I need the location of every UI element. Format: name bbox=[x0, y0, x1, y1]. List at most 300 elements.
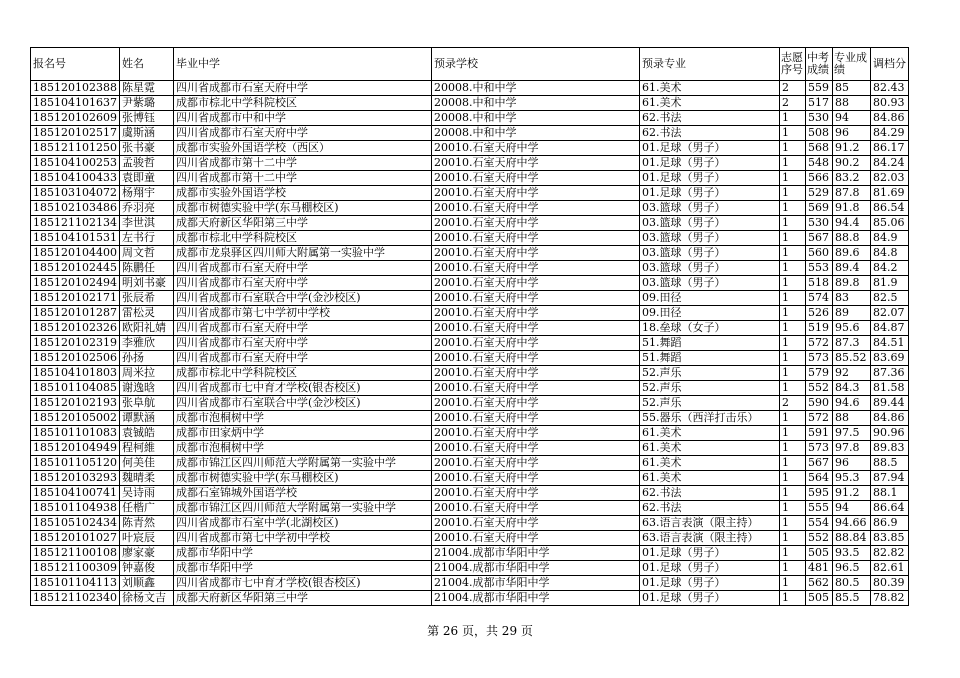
cell-name: 程柯維 bbox=[119, 441, 173, 456]
cell-final-score: 88.5 bbox=[870, 456, 908, 471]
cell-admitted-school: 20010.石室天府中学 bbox=[431, 351, 639, 366]
cell-admitted-major: 61.美术 bbox=[639, 456, 779, 471]
cell-admitted-school: 20010.石室天府中学 bbox=[431, 441, 639, 456]
table-row bbox=[31, 486, 909, 501]
cell-graduated-school: 四川省成都市第七中学初中学校 bbox=[173, 306, 431, 321]
header-name: 姓名 bbox=[119, 48, 173, 81]
table-row bbox=[31, 246, 909, 261]
cell-admitted-school: 21004.成都市华阳中学 bbox=[431, 561, 639, 576]
cell-admitted-school: 21004.成都市华阳中学 bbox=[431, 591, 639, 606]
cell-choice-order: 1 bbox=[779, 336, 805, 351]
cell-name: 雷松灵 bbox=[119, 306, 173, 321]
table-row bbox=[31, 366, 909, 381]
cell-graduated-school: 成都市华阳中学 bbox=[173, 561, 431, 576]
cell-registration-no: 185120102445 bbox=[31, 261, 120, 276]
admission-table bbox=[30, 47, 909, 606]
cell-admitted-major: 51.舞蹈 bbox=[639, 351, 779, 366]
cell-major-score: 96 bbox=[832, 126, 870, 141]
cell-major-score: 97.5 bbox=[832, 426, 870, 441]
table-row bbox=[31, 231, 909, 246]
cell-major-score: 88 bbox=[832, 96, 870, 111]
cell-registration-no: 185104100741 bbox=[31, 486, 120, 501]
cell-registration-no: 185120102319 bbox=[31, 336, 120, 351]
cell-name: 刘顺鑫 bbox=[119, 576, 173, 591]
cell-admitted-major: 03.篮球（男子） bbox=[639, 246, 779, 261]
cell-registration-no: 185102103486 bbox=[31, 201, 120, 216]
cell-exam-score: 552 bbox=[805, 381, 832, 396]
cell-major-score: 91.2 bbox=[832, 141, 870, 156]
cell-admitted-school: 20010.石室天府中学 bbox=[431, 486, 639, 501]
cell-exam-score: 566 bbox=[805, 171, 832, 186]
cell-admitted-major: 03.篮球（男子） bbox=[639, 276, 779, 291]
cell-graduated-school: 成都市泡桐树中学 bbox=[173, 441, 431, 456]
cell-choice-order: 1 bbox=[779, 141, 805, 156]
cell-final-score: 85.06 bbox=[870, 216, 908, 231]
cell-registration-no: 185120102326 bbox=[31, 321, 120, 336]
cell-graduated-school: 成都市实验外国语学校 bbox=[173, 186, 431, 201]
cell-major-score: 90.2 bbox=[832, 156, 870, 171]
cell-major-score: 89 bbox=[832, 306, 870, 321]
cell-exam-score: 548 bbox=[805, 156, 832, 171]
table-row bbox=[31, 96, 909, 111]
cell-major-score: 89.4 bbox=[832, 261, 870, 276]
cell-major-score: 85 bbox=[832, 81, 870, 96]
table-body bbox=[31, 81, 909, 606]
cell-registration-no: 185104100433 bbox=[31, 171, 120, 186]
cell-exam-score: 554 bbox=[805, 516, 832, 531]
cell-exam-score: 568 bbox=[805, 141, 832, 156]
cell-admitted-major: 61.美术 bbox=[639, 426, 779, 441]
cell-admitted-school: 20010.石室天府中学 bbox=[431, 366, 639, 381]
table-row bbox=[31, 201, 909, 216]
cell-exam-score: 555 bbox=[805, 501, 832, 516]
cell-registration-no: 185121101250 bbox=[31, 141, 120, 156]
cell-choice-order: 1 bbox=[779, 111, 805, 126]
cell-exam-score: 595 bbox=[805, 486, 832, 501]
cell-graduated-school: 四川省成都市第十二中学 bbox=[173, 171, 431, 186]
cell-choice-order: 1 bbox=[779, 426, 805, 441]
cell-admitted-major: 18.垒球（女子） bbox=[639, 321, 779, 336]
cell-final-score: 84.87 bbox=[870, 321, 908, 336]
cell-registration-no: 185101104113 bbox=[31, 576, 120, 591]
table-row bbox=[31, 336, 909, 351]
cell-admitted-school: 20010.石室天府中学 bbox=[431, 201, 639, 216]
cell-admitted-major: 62.书法 bbox=[639, 111, 779, 126]
cell-name: 张博钰 bbox=[119, 111, 173, 126]
cell-admitted-school: 21004.成都市华阳中学 bbox=[431, 576, 639, 591]
cell-exam-score: 560 bbox=[805, 246, 832, 261]
cell-exam-score: 573 bbox=[805, 441, 832, 456]
cell-major-score: 85.5 bbox=[832, 591, 870, 606]
cell-name: 陈星霓 bbox=[119, 81, 173, 96]
cell-exam-score: 573 bbox=[805, 351, 832, 366]
table-row bbox=[31, 261, 909, 276]
cell-exam-score: 552 bbox=[805, 531, 832, 546]
cell-admitted-major: 63.语言表演（限主持） bbox=[639, 531, 779, 546]
header-admitted-major: 预录专业 bbox=[639, 48, 779, 81]
cell-name: 张阜航 bbox=[119, 396, 173, 411]
cell-admitted-major: 03.篮球（男子） bbox=[639, 231, 779, 246]
cell-major-score: 92 bbox=[832, 366, 870, 381]
cell-registration-no: 185103104072 bbox=[31, 186, 120, 201]
cell-graduated-school: 四川省成都市石室天府中学 bbox=[173, 126, 431, 141]
cell-admitted-school: 20010.石室天府中学 bbox=[431, 381, 639, 396]
cell-admitted-school: 20008.中和中学 bbox=[431, 81, 639, 96]
cell-major-score: 88 bbox=[832, 411, 870, 426]
cell-graduated-school: 四川省成都市石室联合中学(金沙校区) bbox=[173, 291, 431, 306]
cell-graduated-school: 四川省成都市石室天府中学 bbox=[173, 276, 431, 291]
cell-admitted-major: 01.足球（男子） bbox=[639, 546, 779, 561]
cell-final-score: 83.85 bbox=[870, 531, 908, 546]
cell-final-score: 82.07 bbox=[870, 306, 908, 321]
cell-registration-no: 185104101637 bbox=[31, 96, 120, 111]
table-row bbox=[31, 126, 909, 141]
cell-admitted-major: 55.器乐（西洋打击乐） bbox=[639, 411, 779, 426]
cell-final-score: 86.54 bbox=[870, 201, 908, 216]
cell-registration-no: 185120101287 bbox=[31, 306, 120, 321]
cell-admitted-school: 20010.石室天府中学 bbox=[431, 471, 639, 486]
cell-name: 明刘书豪 bbox=[119, 276, 173, 291]
cell-admitted-major: 52.声乐 bbox=[639, 366, 779, 381]
cell-choice-order: 1 bbox=[779, 486, 805, 501]
table-row bbox=[31, 351, 909, 366]
cell-major-score: 94 bbox=[832, 501, 870, 516]
cell-final-score: 80.93 bbox=[870, 96, 908, 111]
cell-choice-order: 1 bbox=[779, 471, 805, 486]
table-row bbox=[31, 321, 909, 336]
cell-exam-score: 553 bbox=[805, 261, 832, 276]
table-row bbox=[31, 426, 909, 441]
cell-admitted-school: 20010.石室天府中学 bbox=[431, 531, 639, 546]
cell-admitted-school: 20010.石室天府中学 bbox=[431, 321, 639, 336]
cell-name: 谢逸晗 bbox=[119, 381, 173, 396]
cell-admitted-major: 51.舞蹈 bbox=[639, 336, 779, 351]
cell-final-score: 84.24 bbox=[870, 156, 908, 171]
header-exam-score: 中考成绩 bbox=[805, 48, 832, 81]
cell-choice-order: 1 bbox=[779, 156, 805, 171]
cell-major-score: 89.6 bbox=[832, 246, 870, 261]
cell-major-score: 95.6 bbox=[832, 321, 870, 336]
cell-registration-no: 185120102517 bbox=[31, 126, 120, 141]
cell-final-score: 82.03 bbox=[870, 171, 908, 186]
cell-major-score: 94 bbox=[832, 111, 870, 126]
cell-name: 张书豪 bbox=[119, 141, 173, 156]
cell-admitted-school: 20010.石室天府中学 bbox=[431, 261, 639, 276]
cell-registration-no: 185101104938 bbox=[31, 501, 120, 516]
cell-name: 周米拉 bbox=[119, 366, 173, 381]
cell-exam-score: 530 bbox=[805, 216, 832, 231]
cell-major-score: 94.4 bbox=[832, 216, 870, 231]
cell-admitted-school: 20010.石室天府中学 bbox=[431, 501, 639, 516]
cell-final-score: 89.44 bbox=[870, 396, 908, 411]
cell-major-score: 95.3 bbox=[832, 471, 870, 486]
cell-final-score: 90.96 bbox=[870, 426, 908, 441]
cell-graduated-school: 成都市田家炳中学 bbox=[173, 426, 431, 441]
cell-graduated-school: 四川省成都市石室联合中学(金沙校区) bbox=[173, 396, 431, 411]
cell-registration-no: 185121102340 bbox=[31, 591, 120, 606]
cell-graduated-school: 成都市锦江区四川师范大学附属第一实验中学 bbox=[173, 456, 431, 471]
cell-final-score: 84.9 bbox=[870, 231, 908, 246]
table-row bbox=[31, 456, 909, 471]
cell-major-score: 96 bbox=[832, 456, 870, 471]
table-row bbox=[31, 381, 909, 396]
cell-final-score: 87.36 bbox=[870, 366, 908, 381]
cell-exam-score: 505 bbox=[805, 591, 832, 606]
cell-final-score: 84.8 bbox=[870, 246, 908, 261]
cell-choice-order: 1 bbox=[779, 366, 805, 381]
cell-registration-no: 185120104949 bbox=[31, 441, 120, 456]
cell-name: 张辰希 bbox=[119, 291, 173, 306]
cell-admitted-major: 61.美术 bbox=[639, 471, 779, 486]
cell-final-score: 82.5 bbox=[870, 291, 908, 306]
cell-choice-order: 1 bbox=[779, 231, 805, 246]
cell-admitted-major: 61.美术 bbox=[639, 441, 779, 456]
cell-admitted-school: 20010.石室天府中学 bbox=[431, 411, 639, 426]
cell-choice-order: 1 bbox=[779, 381, 805, 396]
table-row bbox=[31, 81, 909, 96]
cell-exam-score: 567 bbox=[805, 456, 832, 471]
table-row bbox=[31, 276, 909, 291]
cell-choice-order: 1 bbox=[779, 411, 805, 426]
header-major-score: 专业成绩 bbox=[832, 48, 870, 81]
cell-name: 叶宸辰 bbox=[119, 531, 173, 546]
cell-registration-no: 185121102134 bbox=[31, 216, 120, 231]
table-row bbox=[31, 156, 909, 171]
cell-registration-no: 185101101083 bbox=[31, 426, 120, 441]
cell-graduated-school: 四川省成都市第七中学初中学校 bbox=[173, 531, 431, 546]
cell-admitted-school: 20008.中和中学 bbox=[431, 96, 639, 111]
cell-graduated-school: 四川省成都市石室天府中学 bbox=[173, 81, 431, 96]
cell-exam-score: 559 bbox=[805, 81, 832, 96]
cell-admitted-school: 21004.成都市华阳中学 bbox=[431, 546, 639, 561]
table-row bbox=[31, 306, 909, 321]
cell-exam-score: 591 bbox=[805, 426, 832, 441]
cell-final-score: 87.94 bbox=[870, 471, 908, 486]
cell-final-score: 86.17 bbox=[870, 141, 908, 156]
cell-admitted-major: 01.足球（男子） bbox=[639, 561, 779, 576]
cell-major-score: 83.2 bbox=[832, 171, 870, 186]
cell-final-score: 84.86 bbox=[870, 411, 908, 426]
cell-admitted-school: 20010.石室天府中学 bbox=[431, 186, 639, 201]
cell-major-score: 96.5 bbox=[832, 561, 870, 576]
cell-registration-no: 185105102434 bbox=[31, 516, 120, 531]
cell-name: 吴诗雨 bbox=[119, 486, 173, 501]
cell-graduated-school: 四川省成都市石室天府中学 bbox=[173, 321, 431, 336]
cell-name: 孙扬 bbox=[119, 351, 173, 366]
cell-choice-order: 1 bbox=[779, 246, 805, 261]
cell-graduated-school: 成都石室锦城外国语学校 bbox=[173, 486, 431, 501]
table-row bbox=[31, 531, 909, 546]
cell-name: 陈鹏任 bbox=[119, 261, 173, 276]
cell-registration-no: 185120102506 bbox=[31, 351, 120, 366]
table-row bbox=[31, 396, 909, 411]
table-row bbox=[31, 111, 909, 126]
cell-graduated-school: 四川省成都市石室天府中学 bbox=[173, 351, 431, 366]
cell-admitted-school: 20010.石室天府中学 bbox=[431, 396, 639, 411]
cell-choice-order: 1 bbox=[779, 531, 805, 546]
cell-admitted-major: 62.书法 bbox=[639, 126, 779, 141]
cell-exam-score: 590 bbox=[805, 396, 832, 411]
cell-major-score: 88.84 bbox=[832, 531, 870, 546]
cell-graduated-school: 四川省成都市石室中学(北湖校区) bbox=[173, 516, 431, 531]
cell-admitted-major: 09.田径 bbox=[639, 306, 779, 321]
header-graduated-school: 毕业中学 bbox=[173, 48, 431, 81]
cell-admitted-school: 20010.石室天府中学 bbox=[431, 231, 639, 246]
table-row bbox=[31, 561, 909, 576]
table-row bbox=[31, 576, 909, 591]
cell-registration-no: 185120102494 bbox=[31, 276, 120, 291]
cell-admitted-major: 01.足球（男子） bbox=[639, 141, 779, 156]
cell-choice-order: 1 bbox=[779, 171, 805, 186]
cell-admitted-school: 20010.石室天府中学 bbox=[431, 171, 639, 186]
cell-choice-order: 1 bbox=[779, 561, 805, 576]
cell-final-score: 80.39 bbox=[870, 576, 908, 591]
cell-name: 谭默涵 bbox=[119, 411, 173, 426]
table-row bbox=[31, 186, 909, 201]
cell-exam-score: 569 bbox=[805, 201, 832, 216]
cell-name: 李世淇 bbox=[119, 216, 173, 231]
cell-name: 陈青然 bbox=[119, 516, 173, 531]
cell-admitted-major: 01.足球（男子） bbox=[639, 591, 779, 606]
cell-graduated-school: 四川省成都市石室天府中学 bbox=[173, 261, 431, 276]
cell-choice-order: 2 bbox=[779, 396, 805, 411]
cell-final-score: 84.86 bbox=[870, 111, 908, 126]
cell-graduated-school: 成都市华阳中学 bbox=[173, 546, 431, 561]
cell-registration-no: 185120102193 bbox=[31, 396, 120, 411]
cell-final-score: 84.51 bbox=[870, 336, 908, 351]
cell-choice-order: 1 bbox=[779, 186, 805, 201]
cell-graduated-school: 成都市棕北中学科院校区 bbox=[173, 96, 431, 111]
cell-registration-no: 185121100309 bbox=[31, 561, 120, 576]
cell-registration-no: 185120101027 bbox=[31, 531, 120, 546]
cell-admitted-school: 20010.石室天府中学 bbox=[431, 426, 639, 441]
cell-admitted-school: 20010.石室天府中学 bbox=[431, 456, 639, 471]
header-row bbox=[31, 48, 909, 81]
cell-exam-score: 562 bbox=[805, 576, 832, 591]
cell-final-score: 84.29 bbox=[870, 126, 908, 141]
table-row bbox=[31, 471, 909, 486]
cell-exam-score: 508 bbox=[805, 126, 832, 141]
cell-graduated-school: 成都市泡桐树中学 bbox=[173, 411, 431, 426]
cell-choice-order: 1 bbox=[779, 456, 805, 471]
cell-major-score: 89.8 bbox=[832, 276, 870, 291]
cell-admitted-school: 20010.石室天府中学 bbox=[431, 336, 639, 351]
cell-name: 李雅欣 bbox=[119, 336, 173, 351]
cell-graduated-school: 四川省成都市石室天府中学 bbox=[173, 336, 431, 351]
table-row bbox=[31, 591, 909, 606]
cell-final-score: 83.69 bbox=[870, 351, 908, 366]
cell-admitted-major: 52.声乐 bbox=[639, 396, 779, 411]
table-row bbox=[31, 516, 909, 531]
cell-admitted-school: 20010.石室天府中学 bbox=[431, 276, 639, 291]
cell-admitted-major: 61.美术 bbox=[639, 96, 779, 111]
cell-exam-score: 572 bbox=[805, 411, 832, 426]
cell-admitted-major: 03.篮球（男子） bbox=[639, 216, 779, 231]
cell-admitted-major: 03.篮球（男子） bbox=[639, 201, 779, 216]
header-admitted-school: 预录学校 bbox=[431, 48, 639, 81]
cell-graduated-school: 成都市实验外国语学校（西区） bbox=[173, 141, 431, 156]
cell-major-score: 87.8 bbox=[832, 186, 870, 201]
cell-registration-no: 185104100253 bbox=[31, 156, 120, 171]
cell-registration-no: 185120103293 bbox=[31, 471, 120, 486]
cell-choice-order: 1 bbox=[779, 291, 805, 306]
cell-final-score: 81.69 bbox=[870, 186, 908, 201]
table-row bbox=[31, 411, 909, 426]
cell-registration-no: 185104101803 bbox=[31, 366, 120, 381]
table-row bbox=[31, 216, 909, 231]
cell-name: 欧阳礼婧 bbox=[119, 321, 173, 336]
cell-name: 乔羽亮 bbox=[119, 201, 173, 216]
cell-name: 左书行 bbox=[119, 231, 173, 246]
cell-admitted-school: 20010.石室天府中学 bbox=[431, 516, 639, 531]
cell-name: 魏晴柔 bbox=[119, 471, 173, 486]
cell-graduated-school: 四川省成都市七中育才学校(银杏校区) bbox=[173, 576, 431, 591]
table-row bbox=[31, 291, 909, 306]
cell-final-score: 89.83 bbox=[870, 441, 908, 456]
cell-final-score: 78.82 bbox=[870, 591, 908, 606]
cell-name: 孟骏哲 bbox=[119, 156, 173, 171]
cell-final-score: 86.9 bbox=[870, 516, 908, 531]
cell-choice-order: 1 bbox=[779, 126, 805, 141]
cell-final-score: 82.43 bbox=[870, 81, 908, 96]
cell-exam-score: 526 bbox=[805, 306, 832, 321]
cell-exam-score: 517 bbox=[805, 96, 832, 111]
page-number: 第 26 页，共 29 页 bbox=[427, 624, 533, 638]
cell-name: 尹紫璐 bbox=[119, 96, 173, 111]
cell-admitted-major: 61.美术 bbox=[639, 81, 779, 96]
cell-registration-no: 185101105120 bbox=[31, 456, 120, 471]
cell-final-score: 86.64 bbox=[870, 501, 908, 516]
table-row bbox=[31, 441, 909, 456]
cell-choice-order: 1 bbox=[779, 201, 805, 216]
cell-name: 钟嘉俊 bbox=[119, 561, 173, 576]
cell-registration-no: 185104101531 bbox=[31, 231, 120, 246]
cell-graduated-school: 四川省成都市中和中学 bbox=[173, 111, 431, 126]
cell-exam-score: 530 bbox=[805, 111, 832, 126]
cell-exam-score: 572 bbox=[805, 336, 832, 351]
cell-admitted-major: 01.足球（男子） bbox=[639, 576, 779, 591]
cell-choice-order: 1 bbox=[779, 546, 805, 561]
cell-graduated-school: 四川省成都市七中育才学校(银杏校区) bbox=[173, 381, 431, 396]
cell-admitted-major: 09.田径 bbox=[639, 291, 779, 306]
cell-admitted-major: 01.足球（男子） bbox=[639, 156, 779, 171]
cell-name: 任楷广 bbox=[119, 501, 173, 516]
cell-choice-order: 1 bbox=[779, 501, 805, 516]
table-row bbox=[31, 141, 909, 156]
cell-major-score: 87.3 bbox=[832, 336, 870, 351]
cell-admitted-school: 20010.石室天府中学 bbox=[431, 246, 639, 261]
cell-choice-order: 1 bbox=[779, 276, 805, 291]
cell-graduated-school: 成都天府新区华阳第三中学 bbox=[173, 591, 431, 606]
cell-admitted-major: 63.语言表演（限主持） bbox=[639, 516, 779, 531]
cell-choice-order: 2 bbox=[779, 96, 805, 111]
cell-exam-score: 579 bbox=[805, 366, 832, 381]
table-row bbox=[31, 501, 909, 516]
cell-graduated-school: 四川省成都市第十二中学 bbox=[173, 156, 431, 171]
table-row bbox=[31, 171, 909, 186]
cell-name: 袁铖皓 bbox=[119, 426, 173, 441]
cell-major-score: 94.66 bbox=[832, 516, 870, 531]
cell-registration-no: 185120104400 bbox=[31, 246, 120, 261]
cell-admitted-school: 20010.石室天府中学 bbox=[431, 306, 639, 321]
cell-name: 廖家豪 bbox=[119, 546, 173, 561]
cell-graduated-school: 成都市锦江区四川师范大学附属第一实验中学 bbox=[173, 501, 431, 516]
cell-final-score: 82.61 bbox=[870, 561, 908, 576]
cell-major-score: 91.8 bbox=[832, 201, 870, 216]
cell-registration-no: 185120105002 bbox=[31, 411, 120, 426]
cell-name: 徐杨文吉 bbox=[119, 591, 173, 606]
cell-graduated-school: 成都市树德实验中学(东马棚校区) bbox=[173, 471, 431, 486]
